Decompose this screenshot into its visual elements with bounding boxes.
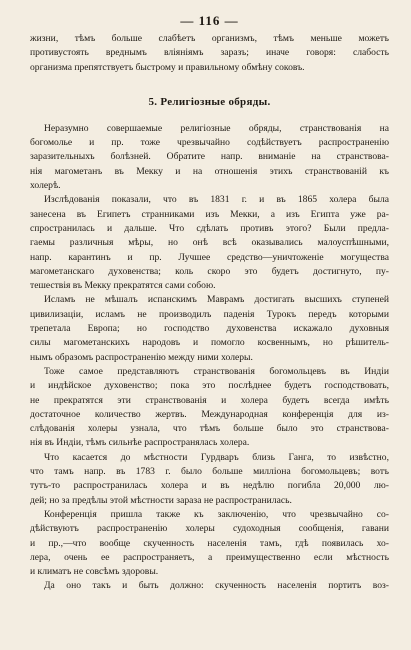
paragraph-6 [30, 451, 389, 508]
text-line: нія въ Индіи, тѣмъ сильнѣе распространялась холера. [30, 437, 250, 449]
text-line: Что касается до мѣстности Гурдваръ близь Ганга, то извѣстно, [44, 451, 389, 463]
text-line: лера, очень ее распространяетъ, а преимущественно если мѣстность [30, 551, 389, 563]
text-line: Неразумно совершаемые религіозные обряды, странствованія на [44, 122, 389, 134]
text-line: слѣдованія холеры узнала, что тѣмъ больше было это странствова- [30, 423, 389, 435]
text-line: противустоять вреднымъ вліяніямъ заразъ; иначе говоря: слабость [30, 47, 389, 59]
text-line: гаемы различныя мѣры, но онѣ всѣ оказывались малоуспѣшными, [30, 237, 389, 249]
paragraph-3 [30, 193, 389, 293]
text-line: Конференція пришла также къ заключенію, что чрезвычайно со- [44, 508, 389, 520]
text-line: нія магометанъ въ Мекку и на отношенія этихъ странствованій къ [30, 165, 389, 177]
page-number: — 116 — [180, 13, 239, 28]
paragraph-2 [30, 122, 389, 193]
text-line: дѣйствуютъ распространенію холеры судоходныя сообщенія, гавани [30, 523, 389, 535]
text-line: и индѣйское духовенство; пока это послѣднее будетъ господствовать, [30, 380, 389, 392]
text-line: заразительныхъ болѣзней. Обратите напр. вниманіе на странствова- [30, 151, 389, 163]
paragraph-7 [30, 508, 389, 579]
text-line: Да оно такъ и быть должно: скученность населенія портитъ воз- [44, 580, 389, 592]
text-line: дей; но за предѣлы этой мѣстности зараза не распространилась. [30, 494, 292, 506]
text-line: нымъ образомъ распространенію между ними холеры. [30, 351, 253, 363]
section-title: 5. Религіозные обряды. [148, 95, 271, 108]
text-line: силы магометанскихъ народовъ и помогло косвеннымъ, но рѣшитель- [30, 337, 389, 349]
text-line: богомолье и пр. тоже чрезвычайно содѣйствуетъ распространенію [30, 137, 389, 149]
text-line: Изслѣдованія показали, что въ 1831 г. и въ 1865 холера была [44, 194, 389, 206]
paragraph-5 [30, 365, 389, 451]
text-line: не прекратятся эти странствованія и холера будетъ всегда имѣть [30, 394, 389, 406]
text-line: занесена въ Египетъ странниками изъ Мекки, а изъ Египта уже ра- [30, 208, 389, 220]
text-line: напр. карантинъ и пр. Лучшее средство—уничтоженіе могущества [30, 251, 389, 263]
paragraph-1 [30, 32, 389, 75]
text-line: организма препятствуетъ быстрому и правильному обмѣну соковъ. [30, 61, 305, 73]
text-line: спространилась и дальше. Что сдѣлать противъ этого? Были предла- [30, 222, 389, 234]
paragraph-8 [30, 579, 389, 593]
text-line: и климатъ не совсѣмъ здоровы. [30, 566, 159, 578]
text-line: жизни, тѣмъ больше слабѣетъ организмъ, тѣмъ меньше можетъ [30, 33, 389, 44]
paragraph-4 [30, 293, 389, 364]
text-line: цивилизаціи, исламъ не производилъ паденія Турокъ передъ которыми [30, 308, 389, 320]
text-line: что тамъ напр. въ 1783 г. было больше милліона богомольцевъ; вотъ [30, 466, 389, 478]
text-line: тутъ-то распространилась холера и въ недѣлю погибла 20,000 лю- [30, 480, 389, 492]
text-line: магометанскаго духовенства; коль скоро это будетъ достигнуто, пу- [30, 265, 389, 277]
text-line: достаточное количество жертвъ. Международная конференція для из- [30, 408, 389, 420]
text-line: Тоже самое представляютъ странствованія богомольцевъ въ Индіи [44, 365, 389, 377]
text-line: холерѣ. [30, 180, 61, 192]
text-line: и пр.,—что вообще скученность населенія тамъ, гдѣ появилась хо- [30, 537, 389, 549]
text-line: Исламъ не мѣшалъ испанскимъ Маврамъ достигать высшихъ ступеней [44, 294, 389, 306]
text-line: тешествія въ Мекку прекратятся сами собою. [30, 280, 216, 292]
text-line: трепетала Европа; но господство духовенства искажало духовныя [30, 323, 389, 335]
